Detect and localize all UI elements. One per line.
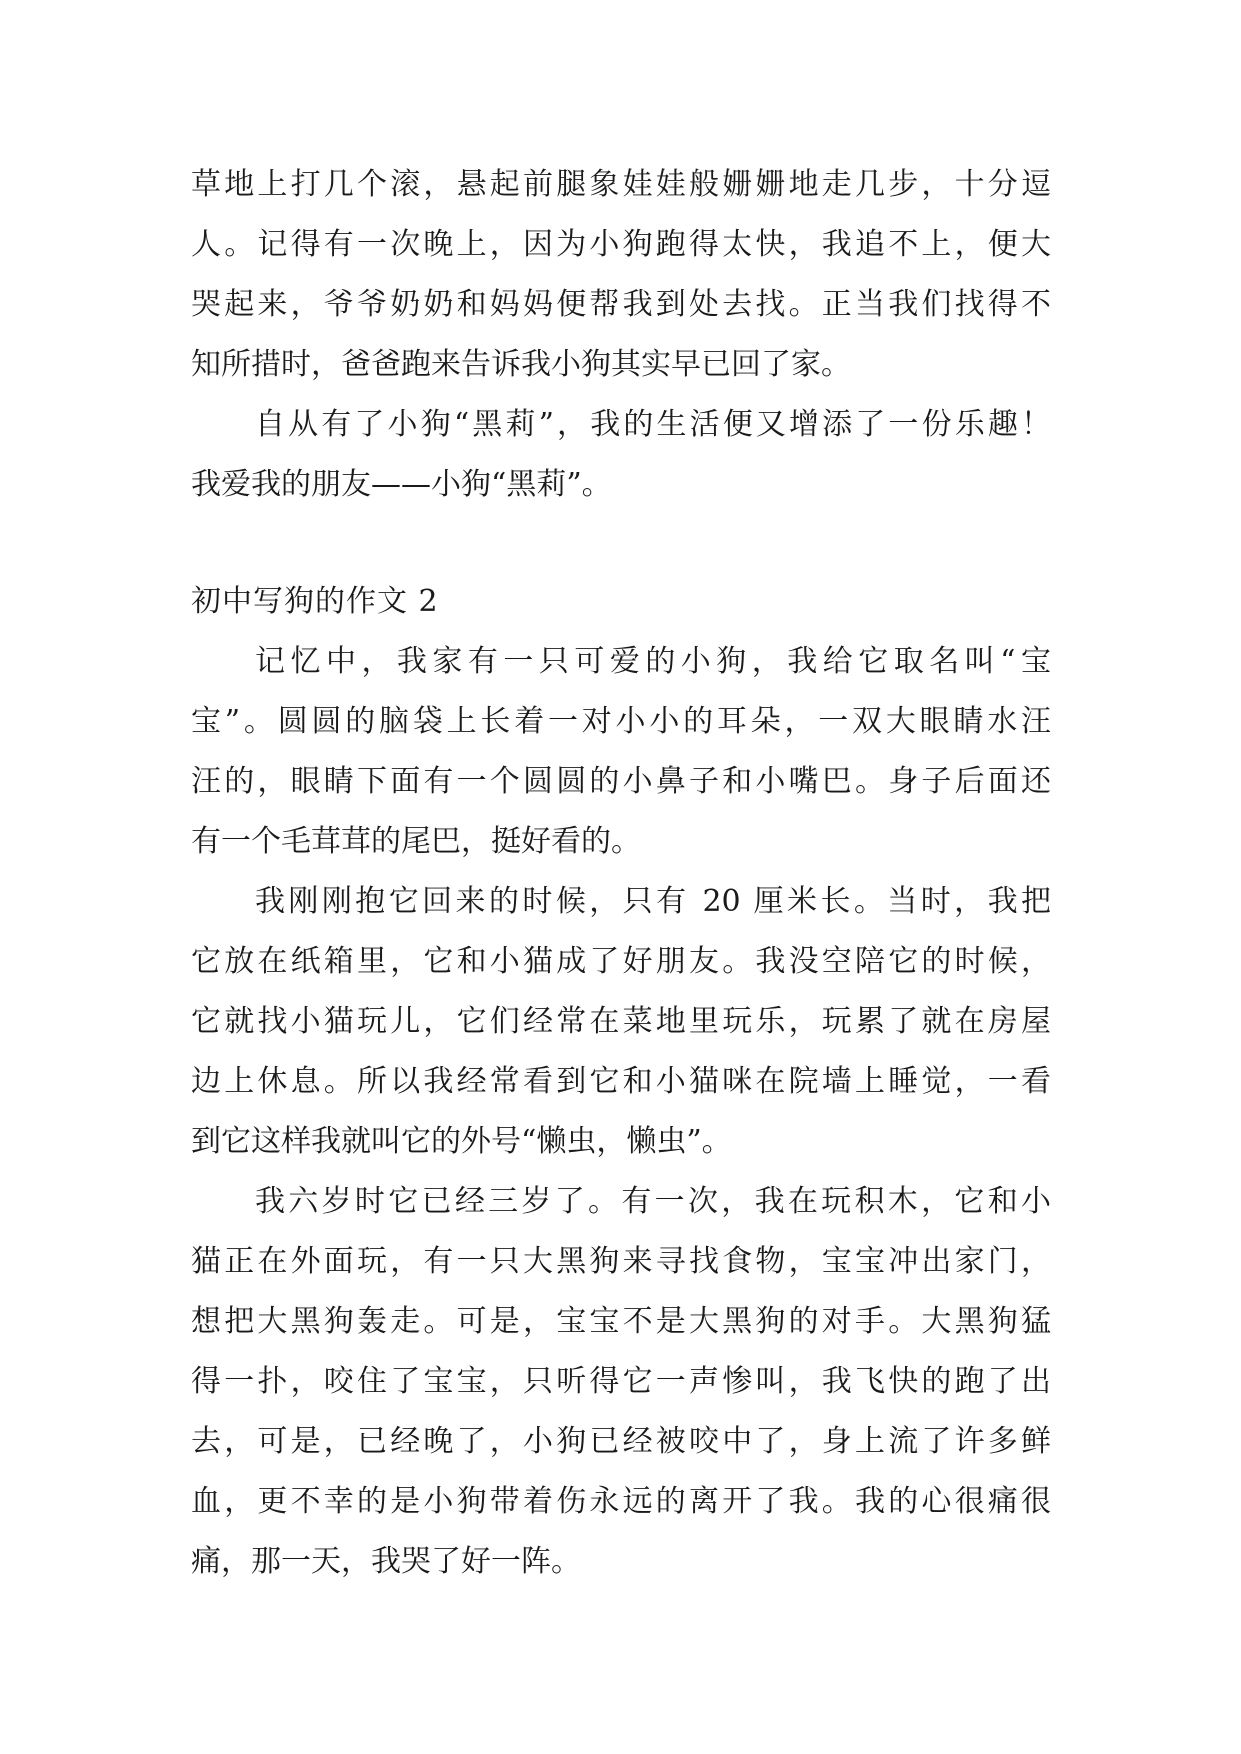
text-line: 我爱我的朋友——小狗“黑莉”。 [191, 467, 612, 502]
text-line: 自从有了小狗“黑莉”，我的生活便又增添了一份乐趣！ [255, 407, 1051, 442]
text-line: 哭起来，爷爷奶奶和妈妈便帮我到处去找。正当我们找得不 [191, 287, 1051, 322]
text-line: 我六岁时它已经三岁了。有一次，我在玩积木，它和小 [255, 1184, 1051, 1219]
text-line: 我刚刚抱它回来的时候，只有 20 厘米长。当时，我把 [255, 884, 1051, 919]
text-line: 它放在纸箱里，它和小猫成了好朋友。我没空陪它的时候， [191, 944, 1051, 979]
text-line: 草地上打几个滚，悬起前腿象娃娃般姗姗地走几步，十分逗 [191, 167, 1051, 202]
text-line: 它就找小猫玩儿，它们经常在菜地里玩乐，玩累了就在房屋 [191, 1004, 1051, 1039]
text-line: 宝”。圆圆的脑袋上长着一对小小的耳朵，一双大眼睛水汪 [191, 704, 1051, 739]
text-line: 去，可是，已经晚了，小狗已经被咬中了，身上流了许多鲜 [191, 1424, 1051, 1459]
text-line: 得一扑，咬住了宝宝，只听得它一声惨叫，我飞快的跑了出 [191, 1364, 1051, 1399]
text-line: 到它这样我就叫它的外号“懒虫，懒虫”。 [191, 1124, 732, 1159]
text-line: 猫正在外面玩，有一只大黑狗来寻找食物，宝宝冲出家门， [191, 1244, 1051, 1279]
section-heading: 初中写狗的作文 2 [191, 584, 439, 619]
text-line: 人。记得有一次晚上，因为小狗跑得太快，我追不上，便大 [191, 227, 1051, 262]
text-line: 血，更不幸的是小狗带着伤永远的离开了我。我的心很痛很 [191, 1484, 1051, 1519]
text-line: 边上休息。所以我经常看到它和小猫咪在院墙上睡觉，一看 [191, 1064, 1051, 1099]
text-line: 痛，那一天，我哭了好一阵。 [191, 1544, 581, 1579]
text-line: 知所措时，爸爸跑来告诉我小狗其实早已回了家。 [191, 347, 851, 382]
text-line: 记忆中，我家有一只可爱的小狗，我给它取名叫“宝 [255, 644, 1051, 679]
text-line: 汪的，眼睛下面有一个圆圆的小鼻子和小嘴巴。身子后面还 [191, 764, 1051, 799]
text-line: 有一个毛茸茸的尾巴，挺好看的。 [191, 824, 641, 859]
text-line: 想把大黑狗轰走。可是，宝宝不是大黑狗的对手。大黑狗猛 [191, 1304, 1051, 1339]
